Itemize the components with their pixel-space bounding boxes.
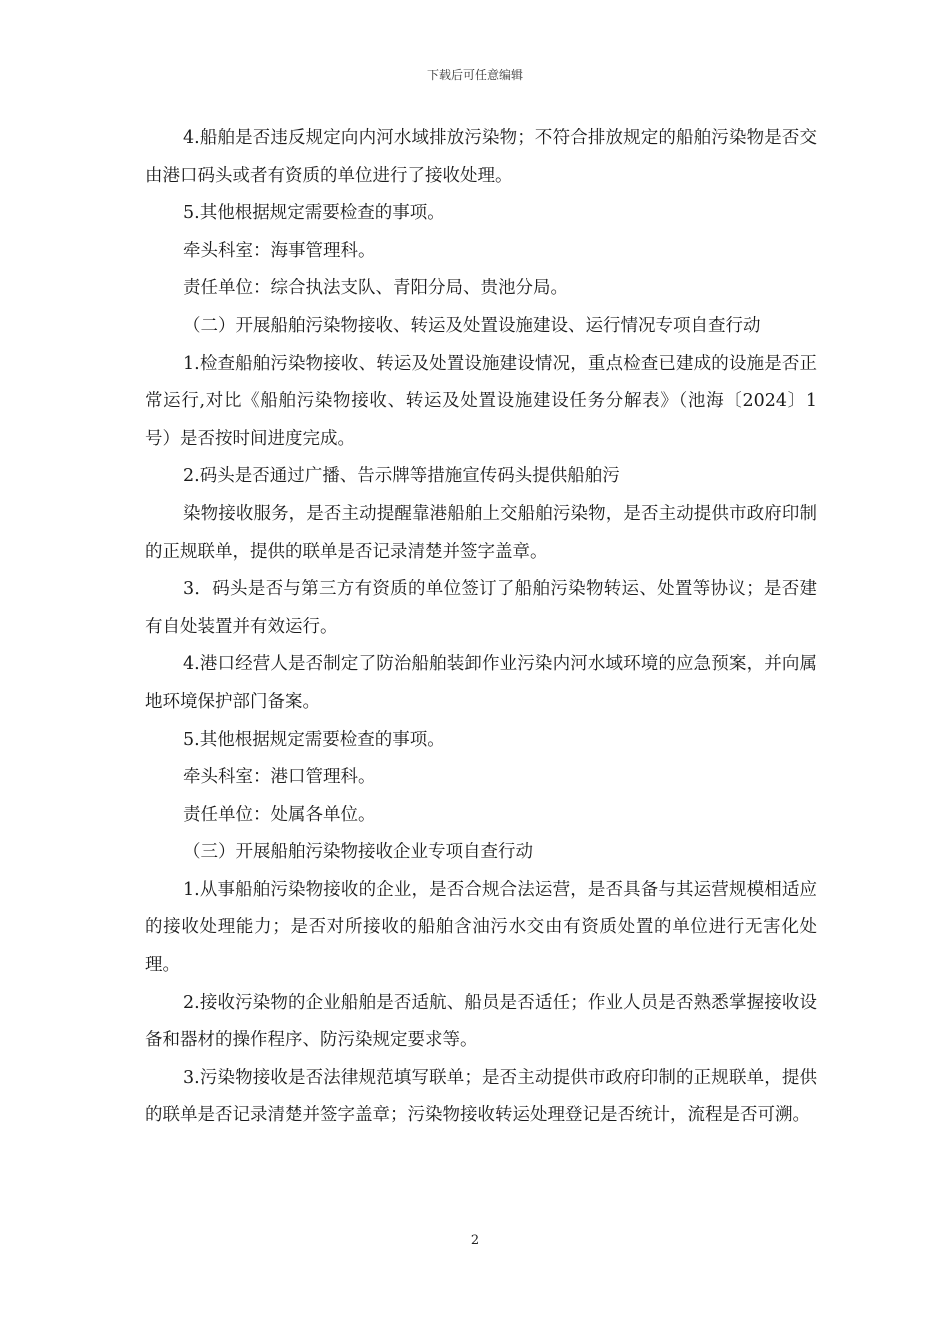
paragraph-item-4-discharge: 4.船舶是否违反规定向内河水域排放污染物；不符合排放规定的船舶污染物是否交由港口码头或者有资质的单位进行了接收处理。: [145, 128, 817, 186]
paragraph-item-1-enterprise: 1.从事船舶污染物接收的企业，是否合规合法运营，是否具备与其运营规模相适应的接收处理能力；是否对所接收的船舶含油污水交由有资质处置的单位进行无害化处理。: [145, 879, 817, 976]
section-heading-2: （二）开展船舶污染物接收、转运及处置设施建设、运行情况专项自查行动: [183, 315, 761, 336]
paragraph-item-2-broadcast: 2.码头是否通过广播、告示牌等措施宣传码头提供船舶污: [183, 466, 620, 487]
paragraph-item-1-facilities: 1.检查船舶污染物接收、转运及处置设施建设情况，重点检查已建成的设施是否正常运行,对比《船舶污染物接收、转运及处置设施建设任务分解表》（池海〔2024〕1号）是否按时间进度完成。: [145, 353, 817, 449]
paragraph-lead-department-2: 牵头科室：港口管理科。: [183, 767, 376, 788]
paragraph-item-4-emergency-plan: 4.港口经营人是否制定了防治船舶装卸作业污染内河水域环境的应急预案，并向属地环境保护部门备案。: [145, 654, 817, 712]
paragraph-lead-department: 牵头科室：海事管理科。: [183, 240, 376, 261]
page-number: 2: [470, 1233, 480, 1248]
document-body: [145, 120, 817, 1135]
paragraph-item-5-other: 5.其他根据规定需要检查的事项。: [183, 203, 445, 224]
paragraph-item-3-agreements: 3．码头是否与第三方有资质的单位签订了船舶污染物转运、处置等协议；是否建有自处装置并有效运行。: [145, 579, 817, 637]
paragraph-responsible-units: 责任单位：综合执法支队、青阳分局、贵池分局。: [183, 278, 568, 299]
page-header: 下载后可任意编辑: [426, 68, 523, 82]
paragraph-item-2-continued: 染物接收服务，是否主动提醒靠港船舶上交船舶污染物，是否主动提供市政府印制的正规联单，提供的联单是否记录清楚并签字盖章。: [145, 503, 817, 562]
paragraph-item-5-other-2: 5.其他根据规定需要检查的事项。: [183, 729, 445, 750]
paragraph-item-2-ships-crew: 2.接收污染物的企业船舶是否适航、船员是否适任；作业人员是否熟悉掌握接收设备和器材的操作程序、防污染规定要求等。: [145, 992, 817, 1051]
paragraph-responsible-units-2: 责任单位：处属各单位。: [183, 804, 376, 825]
paragraph-item-3-forms: 3.污染物接收是否法律规范填写联单；是否主动提供市政府印制的正规联单，提供的联单是否记录清楚并签字盖章；污染物接收转运处理登记是否统计，流程是否可溯。: [145, 1067, 817, 1126]
section-heading-3: （三）开展船舶污染物接收企业专项自查行动: [183, 842, 533, 863]
